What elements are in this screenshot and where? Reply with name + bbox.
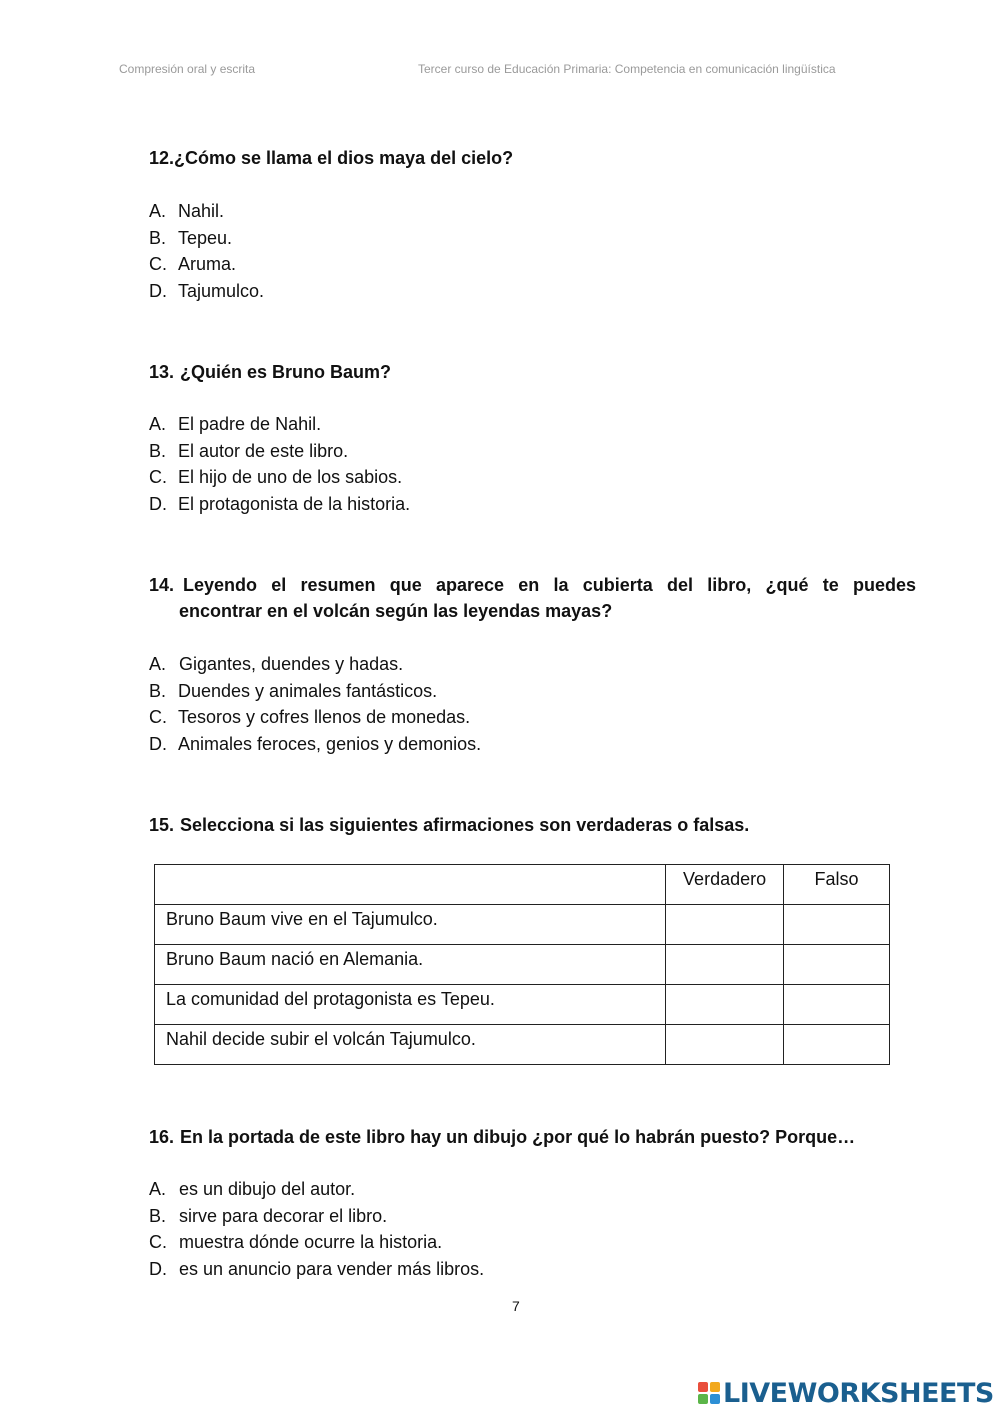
statement-cell: Nahil decide subir el volcán Tajumulco. [155,1025,666,1065]
falso-answer-cell[interactable] [784,905,890,945]
option-d[interactable]: D. El protagonista de la historia. [149,494,411,515]
option-a[interactable]: A. Nahil. [149,201,225,221]
option-b[interactable]: B. Tepeu. [149,227,233,248]
falso-answer-cell[interactable] [784,1025,890,1065]
header-blank-cell [155,865,666,905]
question-text: En la portada de este libro hay un dibujo ¿por qué lo habrán puesto? Porque… [180,1127,856,1147]
option-b[interactable]: B. El autor de este libro. [149,440,349,461]
option-a[interactable]: A. Gigantes, duendes y hadas. [149,654,404,674]
option-b[interactable]: B. Duendes y animales fantásticos. [149,680,438,701]
falso-answer-cell[interactable] [784,985,890,1025]
table-row [155,945,890,985]
question-number: 12. [149,148,175,168]
question-number: 16. [149,1127,175,1147]
question-16-options [149,1176,484,1283]
falso-answer-cell[interactable] [784,945,890,985]
question-number: 13. [149,362,175,382]
header-course-title: Tercer curso de Educación Primaria: Competencia en comunicación lingüística [418,62,836,76]
verdadero-answer-cell[interactable] [666,1025,784,1065]
question-text-line1: Leyendo el resumen que aparece en la cubierta del libro, ¿qué te puedes [183,575,916,595]
header-falso: Falso [784,865,890,905]
page-number: 7 [512,1298,520,1314]
option-d[interactable]: D. Animales feroces, genios y demonios. [149,734,482,755]
option-d[interactable]: D. es un anuncio para vender más libros. [149,1259,485,1280]
statement-cell: Bruno Baum vive en el Tajumulco. [155,905,666,945]
question-12 [149,145,916,171]
table-row [155,985,890,1025]
brand-name: LIVEWORKSHEETS [723,1377,994,1409]
liveworksheets-brand[interactable] [697,1378,994,1408]
option-a[interactable]: A. El padre de Nahil. [149,414,322,434]
header-course-area: Compresión oral y escrita [119,62,256,76]
statement-cell: Bruno Baum nació en Alemania. [155,945,666,985]
question-text: ¿Quién es Bruno Baum? [180,362,392,382]
question-14-options [149,651,481,758]
option-a[interactable]: A. es un dibujo del autor. [149,1179,356,1199]
liveworksheets-logo-icon [697,1381,721,1405]
option-c[interactable]: C. muestra dónde ocurre la historia. [149,1232,443,1253]
option-c[interactable]: C. Tesoros y cofres llenos de monedas. [149,707,471,728]
question-number: 14. [149,575,175,595]
option-c[interactable]: C. Aruma. [149,254,237,275]
statement-cell: La comunidad del protagonista es Tepeu. [155,985,666,1025]
question-13-options [149,411,410,518]
true-false-table [154,864,890,1065]
question-13 [149,359,916,385]
table-row [155,905,890,945]
option-c[interactable]: C. El hijo de uno de los sabios. [149,467,403,488]
table-header-row [155,865,890,905]
question-12-options [149,198,264,305]
option-d[interactable]: D. Tajumulco. [149,281,265,302]
question-text: Selecciona si las siguientes afirmaciones son verdaderas o falsas. [180,815,750,835]
verdadero-answer-cell[interactable] [666,905,784,945]
question-15 [149,812,916,838]
question-number: 15. [149,815,175,835]
header-verdadero: Verdadero [666,865,784,905]
verdadero-answer-cell[interactable] [666,985,784,1025]
option-b[interactable]: B. sirve para decorar el libro. [149,1205,388,1226]
question-14 [149,572,916,624]
verdadero-answer-cell[interactable] [666,945,784,985]
question-16 [149,1124,916,1150]
question-text: ¿Cómo se llama el dios maya del cielo? [174,148,514,168]
question-text-line2: encontrar en el volcán según las leyendas mayas? [179,601,613,621]
table-row [155,1025,890,1065]
